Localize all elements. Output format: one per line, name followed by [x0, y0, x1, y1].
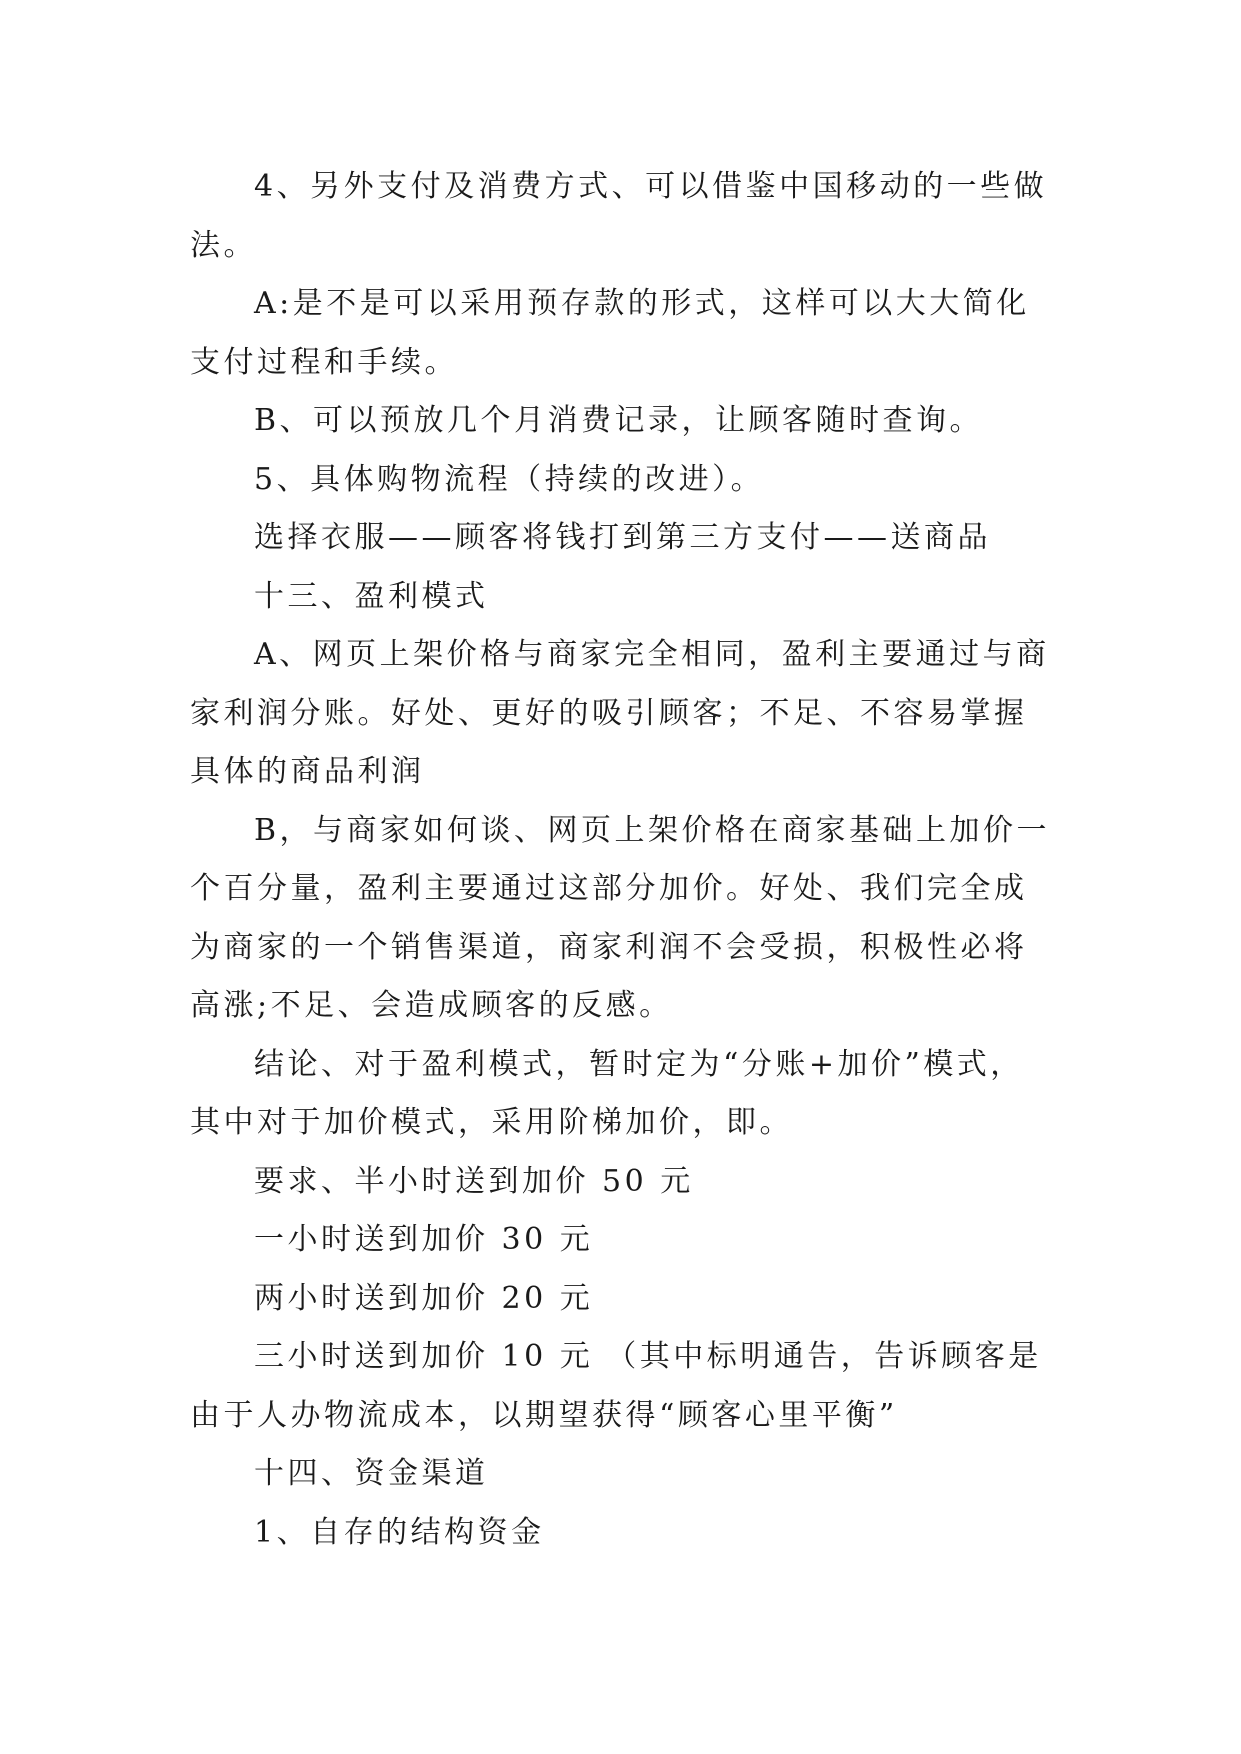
paragraph-profit-option-b: B，与商家如何谈、网页上架价格在商家基础上加价一个百分量，盈利主要通过这部分加价。好处、我们完全成为商家的一个销售渠道，商家利润不会受损，积极性必将高涨;不足、会造成顾客的反感。 — [190, 812, 1051, 1023]
paragraph-price-one-hour: 一小时送到加价 30 元 — [254, 1222, 594, 1257]
paragraph-price-half-hour: 要求、半小时送到加价 50 元 — [254, 1163, 694, 1199]
section-heading-funding-channels: 十四、资金渠道 — [254, 1456, 489, 1491]
paragraph-payment-method: 4、另外支付及消费方式、可以借鉴中国移动的一些做法。 — [190, 169, 1048, 263]
paragraph-conclusion: 结论、对于盈利模式，暂时定为“分账+加价”模式，其中对于加价模式，采用阶梯加价，即。 — [190, 1046, 1024, 1140]
paragraph-shopping-flow: 5、具体购物流程（持续的改进）。 — [254, 461, 765, 497]
document-body — [190, 158, 1052, 1562]
section-heading-profit-model: 十三、盈利模式 — [254, 578, 489, 614]
paragraph-profit-option-a: A、网页上架价格与商家完全相同，盈利主要通过与商家利润分账。好处、更好的吸引顾客；不足、不容易掌握具体的商品利润 — [190, 637, 1050, 789]
paragraph-price-three-hours: 三小时送到加价 10 元 （其中标明通告，告诉顾客是由于人办物流成本，以期望获得“顾客心里平衡” — [190, 1339, 1042, 1433]
paragraph-own-funds: 1、自存的结构资金 — [254, 1514, 545, 1550]
paragraph-flow-steps: 选择衣服——顾客将钱打到第三方支付——送商品 — [254, 520, 991, 555]
paragraph-prepaid-option: A:是不是可以采用预存款的形式，这样可以大大简化支付过程和手续。 — [190, 286, 1030, 380]
paragraph-price-two-hours: 两小时送到加价 20 元 — [254, 1280, 594, 1316]
paragraph-consumption-record: B、可以预放几个月消费记录，让顾客随时查询。 — [254, 403, 984, 438]
